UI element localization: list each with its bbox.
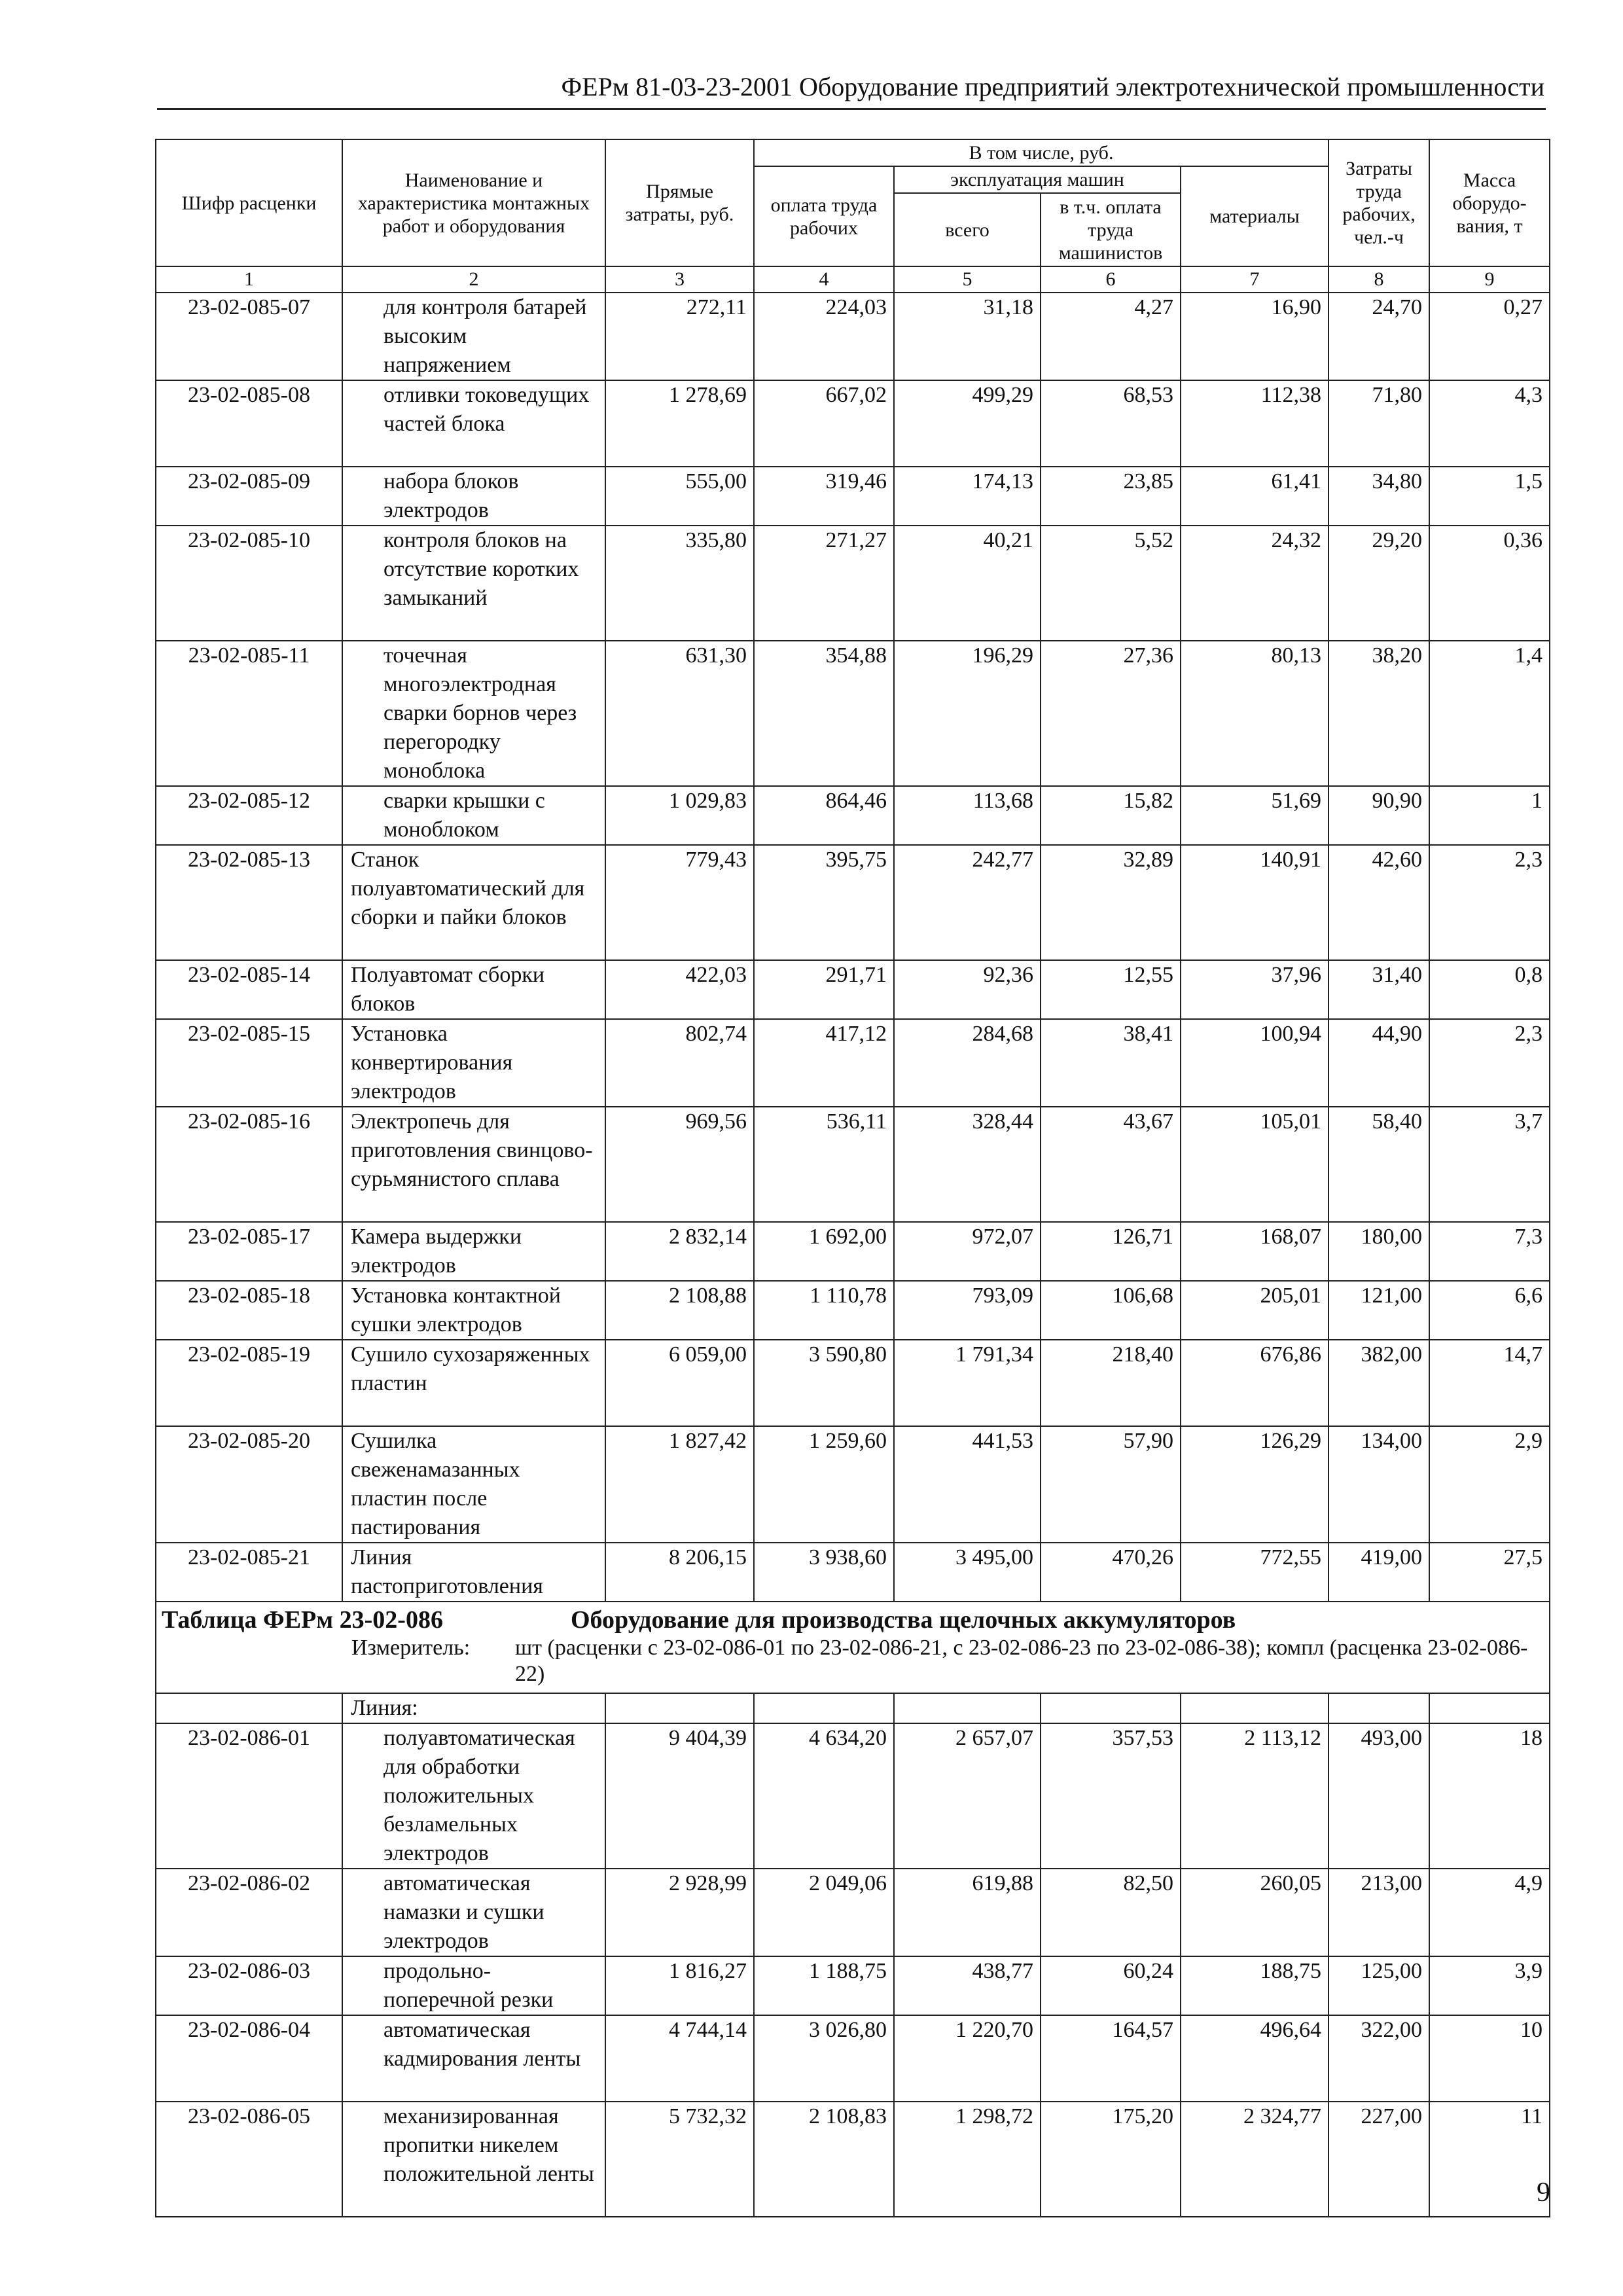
- work-name-cell: Сушилка свеженамазанных пластин после пастирования: [342, 1426, 605, 1543]
- table-row: [156, 1426, 1550, 1543]
- materials-cell: 676,86: [1181, 1340, 1329, 1426]
- machinist-pay-cell: 164,57: [1041, 2015, 1181, 2102]
- rate-code-cell: 23-02-085-17: [156, 1222, 342, 1281]
- mass-cell: 2,9: [1429, 1426, 1550, 1543]
- labor-hours-cell: 134,00: [1329, 1426, 1429, 1543]
- mass-cell: 18: [1429, 1723, 1550, 1869]
- materials-cell: 205,01: [1181, 1281, 1329, 1340]
- machines-total-cell: 92,36: [894, 960, 1041, 1019]
- labor-hours-cell: 31,40: [1329, 960, 1429, 1019]
- column-number: 8: [1329, 266, 1429, 293]
- mass-cell: 1,4: [1429, 641, 1550, 786]
- rate-code-cell: 23-02-086-05: [156, 2102, 342, 2217]
- labor-hours-cell: 419,00: [1329, 1543, 1429, 1602]
- work-name-cell: Электропечь для приготовления свинцово-сурьмянистого сплава: [342, 1107, 605, 1222]
- col-header-materials: материалы: [1181, 166, 1329, 266]
- mass-cell: 0,27: [1429, 293, 1550, 380]
- table-row: [156, 1222, 1550, 1281]
- rate-code-cell: 23-02-085-16: [156, 1107, 342, 1222]
- work-name-cell: контроля блоков на отсутствие коротких замыканий: [342, 526, 605, 641]
- rate-code-cell: 23-02-085-10: [156, 526, 342, 641]
- machinist-pay-cell: 15,82: [1041, 786, 1181, 845]
- labor-pay-cell: 2 049,06: [754, 1869, 894, 1956]
- machines-total-cell: 1 298,72: [894, 2102, 1041, 2217]
- direct-cost-cell: 272,11: [605, 293, 754, 380]
- materials-cell: 772,55: [1181, 1543, 1329, 1602]
- table-row: [156, 960, 1550, 1019]
- labor-pay-cell: 354,88: [754, 641, 894, 786]
- labor-hours-cell: 44,90: [1329, 1019, 1429, 1107]
- mass-cell: 4,3: [1429, 380, 1550, 467]
- table-row: [156, 1107, 1550, 1222]
- work-name-cell: Камера выдержки электродов: [342, 1222, 605, 1281]
- labor-hours-cell: 493,00: [1329, 1723, 1429, 1869]
- work-name-cell: Установка конвертирования электродов: [342, 1019, 605, 1107]
- labor-pay-cell: 319,46: [754, 467, 894, 526]
- labor-hours-cell: 180,00: [1329, 1222, 1429, 1281]
- measure-block: [162, 1635, 1543, 1687]
- work-name-cell: набора блоков электродов: [342, 467, 605, 526]
- mass-cell: 2,3: [1429, 845, 1550, 960]
- rates-table: [155, 139, 1550, 2217]
- labor-hours-cell: 71,80: [1329, 380, 1429, 467]
- labor-pay-cell: 1 692,00: [754, 1222, 894, 1281]
- table-row: [156, 1723, 1550, 1869]
- labor-hours-cell: 38,20: [1329, 641, 1429, 786]
- materials-cell: 140,91: [1181, 845, 1329, 960]
- col-header-direct: Прямые затраты, руб.: [605, 139, 754, 266]
- rate-code-cell: 23-02-085-15: [156, 1019, 342, 1107]
- machines-total-cell: 972,07: [894, 1222, 1041, 1281]
- machines-total-cell: 619,88: [894, 1869, 1041, 1956]
- materials-cell: 100,94: [1181, 1019, 1329, 1107]
- labor-hours-cell: 58,40: [1329, 1107, 1429, 1222]
- empty-cell: [1329, 1693, 1429, 1723]
- column-numbers-row: [156, 266, 1550, 293]
- mass-cell: 4,9: [1429, 1869, 1550, 1956]
- empty-cell: [1041, 1693, 1181, 1723]
- direct-cost-cell: 779,43: [605, 845, 754, 960]
- materials-cell: 37,96: [1181, 960, 1329, 1019]
- mass-cell: 2,3: [1429, 1019, 1550, 1107]
- mass-cell: 3,9: [1429, 1956, 1550, 2015]
- machines-total-cell: 242,77: [894, 845, 1041, 960]
- machinist-pay-cell: 12,55: [1041, 960, 1181, 1019]
- table-row: [156, 1281, 1550, 1340]
- rate-code-cell: 23-02-085-18: [156, 1281, 342, 1340]
- table-row: [156, 1956, 1550, 2015]
- labor-pay-cell: 2 108,83: [754, 2102, 894, 2217]
- rate-code-cell: 23-02-086-03: [156, 1956, 342, 2015]
- table-row: [156, 1340, 1550, 1426]
- labor-pay-cell: 3 026,80: [754, 2015, 894, 2102]
- mass-cell: 3,7: [1429, 1107, 1550, 1222]
- machinist-pay-cell: 106,68: [1041, 1281, 1181, 1340]
- work-name-cell: точечная многоэлектродная сварки борнов через перегородку моноблока: [342, 641, 605, 786]
- mass-cell: 11: [1429, 2102, 1550, 2217]
- column-number: 5: [894, 266, 1041, 293]
- labor-pay-cell: 1 188,75: [754, 1956, 894, 2015]
- labor-hours-cell: 24,70: [1329, 293, 1429, 380]
- work-name-cell: автоматическая намазки и сушки электродов: [342, 1869, 605, 1956]
- direct-cost-cell: 6 059,00: [605, 1340, 754, 1426]
- materials-cell: 2 324,77: [1181, 2102, 1329, 2217]
- table-row: [156, 2015, 1550, 2102]
- rate-code-cell: 23-02-085-21: [156, 1543, 342, 1602]
- section-header: [156, 1602, 1550, 1693]
- mass-cell: 7,3: [1429, 1222, 1550, 1281]
- empty-cell: [754, 1693, 894, 1723]
- running-header: ФЕРм 81-03-23-2001 Оборудование предприятий электротехнической промышленности: [561, 72, 1544, 101]
- group-label: Линия:: [342, 1693, 605, 1723]
- rate-code-cell: 23-02-085-09: [156, 467, 342, 526]
- materials-cell: 61,41: [1181, 467, 1329, 526]
- machinist-pay-cell: 38,41: [1041, 1019, 1181, 1107]
- machines-total-cell: 31,18: [894, 293, 1041, 380]
- work-name-cell: Полуавтомат сборки блоков: [342, 960, 605, 1019]
- machinist-pay-cell: 175,20: [1041, 2102, 1181, 2217]
- direct-cost-cell: 5 732,32: [605, 2102, 754, 2217]
- mass-cell: 0,8: [1429, 960, 1550, 1019]
- col-header-name: Наименование и характеристика монтажных работ и оборудования: [342, 139, 605, 266]
- materials-cell: 51,69: [1181, 786, 1329, 845]
- machinist-pay-cell: 82,50: [1041, 1869, 1181, 1956]
- mass-cell: 27,5: [1429, 1543, 1550, 1602]
- work-name-cell: полуавтоматическая для обработки положительных безламельных электродов: [342, 1723, 605, 1869]
- machines-total-cell: 793,09: [894, 1281, 1041, 1340]
- col-header-machinist-pay: в т.ч. оплата труда машинистов: [1041, 193, 1181, 266]
- column-number: 2: [342, 266, 605, 293]
- measure-label: Измеритель:: [351, 1636, 471, 1660]
- machinist-pay-cell: 60,24: [1041, 1956, 1181, 2015]
- materials-cell: 260,05: [1181, 1869, 1329, 1956]
- direct-cost-cell: 9 404,39: [605, 1723, 754, 1869]
- empty-cell: [1181, 1693, 1329, 1723]
- col-header-machines: эксплуатация машин: [894, 166, 1181, 193]
- mass-cell: 10: [1429, 2015, 1550, 2102]
- rate-code-cell: 23-02-085-19: [156, 1340, 342, 1426]
- header-rule: [157, 108, 1546, 110]
- work-name-cell: продольно-поперечной резки: [342, 1956, 605, 2015]
- direct-cost-cell: 555,00: [605, 467, 754, 526]
- direct-cost-cell: 1 816,27: [605, 1956, 754, 2015]
- section-header-row: [156, 1602, 1550, 1693]
- labor-pay-cell: 536,11: [754, 1107, 894, 1222]
- labor-hours-cell: 29,20: [1329, 526, 1429, 641]
- col-header-machines-total: всего: [894, 193, 1041, 266]
- rate-code-cell: 23-02-085-08: [156, 380, 342, 467]
- group-row: [156, 1693, 1550, 1723]
- direct-cost-cell: 1 029,83: [605, 786, 754, 845]
- column-number: 4: [754, 266, 894, 293]
- direct-cost-cell: 4 744,14: [605, 2015, 754, 2102]
- table-row: [156, 641, 1550, 786]
- labor-pay-cell: 3 590,80: [754, 1340, 894, 1426]
- materials-cell: 168,07: [1181, 1222, 1329, 1281]
- page-number: 9: [1537, 2178, 1550, 2208]
- section-title: Оборудование для производства щелочных аккумуляторов: [571, 1606, 1236, 1634]
- column-number: 9: [1429, 266, 1550, 293]
- machinist-pay-cell: 57,90: [1041, 1426, 1181, 1543]
- labor-hours-cell: 42,60: [1329, 845, 1429, 960]
- machinist-pay-cell: 126,71: [1041, 1222, 1181, 1281]
- column-number: 3: [605, 266, 754, 293]
- machines-total-cell: 196,29: [894, 641, 1041, 786]
- labor-pay-cell: 417,12: [754, 1019, 894, 1107]
- table-row: [156, 467, 1550, 526]
- materials-cell: 126,29: [1181, 1426, 1329, 1543]
- machines-total-cell: 441,53: [894, 1426, 1041, 1543]
- table-row: [156, 2102, 1550, 2217]
- machinist-pay-cell: 32,89: [1041, 845, 1181, 960]
- work-name-cell: Станок полуавтоматический для сборки и пайки блоков: [342, 845, 605, 960]
- machines-total-cell: 3 495,00: [894, 1543, 1041, 1602]
- materials-cell: 80,13: [1181, 641, 1329, 786]
- machinist-pay-cell: 43,67: [1041, 1107, 1181, 1222]
- labor-pay-cell: 3 938,60: [754, 1543, 894, 1602]
- mass-cell: 1: [1429, 786, 1550, 845]
- direct-cost-cell: 1 278,69: [605, 380, 754, 467]
- machines-total-cell: 113,68: [894, 786, 1041, 845]
- machinist-pay-cell: 4,27: [1041, 293, 1181, 380]
- materials-cell: 105,01: [1181, 1107, 1329, 1222]
- work-name-cell: отливки токоведущих частей блока: [342, 380, 605, 467]
- table-row: [156, 786, 1550, 845]
- table-row: [156, 1543, 1550, 1602]
- direct-cost-cell: 2 928,99: [605, 1869, 754, 1956]
- labor-pay-cell: 395,75: [754, 845, 894, 960]
- materials-cell: 16,90: [1181, 293, 1329, 380]
- machines-total-cell: 499,29: [894, 380, 1041, 467]
- labor-hours-cell: 90,90: [1329, 786, 1429, 845]
- work-name-cell: механизированная пропитки никелем положительной ленты: [342, 2102, 605, 2217]
- direct-cost-cell: 8 206,15: [605, 1543, 754, 1602]
- column-number: 1: [156, 266, 342, 293]
- labor-pay-cell: 291,71: [754, 960, 894, 1019]
- labor-hours-cell: 125,00: [1329, 1956, 1429, 2015]
- mass-cell: 1,5: [1429, 467, 1550, 526]
- section-title-line: [162, 1605, 1543, 1635]
- rate-code-cell: 23-02-086-01: [156, 1723, 342, 1869]
- labor-hours-cell: 227,00: [1329, 2102, 1429, 2217]
- direct-cost-cell: 335,80: [605, 526, 754, 641]
- mass-cell: 14,7: [1429, 1340, 1550, 1426]
- labor-hours-cell: 121,00: [1329, 1281, 1429, 1340]
- direct-cost-cell: 969,56: [605, 1107, 754, 1222]
- column-number: 7: [1181, 266, 1329, 293]
- materials-cell: 2 113,12: [1181, 1723, 1329, 1869]
- machines-total-cell: 40,21: [894, 526, 1041, 641]
- work-name-cell: для контроля батарей высоким напряжением: [342, 293, 605, 380]
- empty-cell: [1429, 1693, 1550, 1723]
- rate-code-cell: 23-02-085-12: [156, 786, 342, 845]
- direct-cost-cell: 422,03: [605, 960, 754, 1019]
- table-row: [156, 1869, 1550, 1956]
- col-header-labor-hours: Затраты труда рабочих, чел.-ч: [1329, 139, 1429, 266]
- rate-code-cell: 23-02-086-04: [156, 2015, 342, 2102]
- machines-total-cell: 1 791,34: [894, 1340, 1041, 1426]
- labor-pay-cell: 271,27: [754, 526, 894, 641]
- direct-cost-cell: 631,30: [605, 641, 754, 786]
- machinist-pay-cell: 23,85: [1041, 467, 1181, 526]
- column-number: 6: [1041, 266, 1181, 293]
- direct-cost-cell: 802,74: [605, 1019, 754, 1107]
- measure-text: шт (расценки с 23-02-086-01 по 23-02-086-21, с 23-02-086-23 по 23-02-086-38); компл (расценка 23-02-086-22): [515, 1636, 1528, 1686]
- rate-code-cell: 23-02-085-13: [156, 845, 342, 960]
- work-name-cell: Установка контактной сушки электродов: [342, 1281, 605, 1340]
- rate-code-cell: 23-02-085-20: [156, 1426, 342, 1543]
- rate-code-cell: 23-02-086-02: [156, 1869, 342, 1956]
- work-name-cell: Сушило сухозаряженных пластин: [342, 1340, 605, 1426]
- table-row: [156, 293, 1550, 380]
- materials-cell: 24,32: [1181, 526, 1329, 641]
- labor-hours-cell: 213,00: [1329, 1869, 1429, 1956]
- machinist-pay-cell: 27,36: [1041, 641, 1181, 786]
- labor-pay-cell: 1 110,78: [754, 1281, 894, 1340]
- work-name-cell: автоматическая кадмирования ленты: [342, 2015, 605, 2102]
- labor-pay-cell: 864,46: [754, 786, 894, 845]
- col-header-including: В том числе, руб.: [754, 139, 1329, 166]
- direct-cost-cell: 2 108,88: [605, 1281, 754, 1340]
- machinist-pay-cell: 357,53: [1041, 1723, 1181, 1869]
- machinist-pay-cell: 470,26: [1041, 1543, 1181, 1602]
- col-header-mass: Масса оборудо-вания, т: [1429, 139, 1550, 266]
- labor-pay-cell: 1 259,60: [754, 1426, 894, 1543]
- labor-hours-cell: 382,00: [1329, 1340, 1429, 1426]
- col-header-code: Шифр расценки: [156, 139, 342, 266]
- machines-total-cell: 174,13: [894, 467, 1041, 526]
- empty-cell: [605, 1693, 754, 1723]
- machinist-pay-cell: 218,40: [1041, 1340, 1181, 1426]
- table-row: [156, 845, 1550, 960]
- work-name-cell: сварки крышки с моноблоком: [342, 786, 605, 845]
- mass-cell: 0,36: [1429, 526, 1550, 641]
- machines-total-cell: 328,44: [894, 1107, 1041, 1222]
- group-code-cell: [156, 1693, 342, 1723]
- machines-total-cell: 2 657,07: [894, 1723, 1041, 1869]
- direct-cost-cell: 1 827,42: [605, 1426, 754, 1543]
- labor-pay-cell: 224,03: [754, 293, 894, 380]
- direct-cost-cell: 2 832,14: [605, 1222, 754, 1281]
- materials-cell: 112,38: [1181, 380, 1329, 467]
- machines-total-cell: 284,68: [894, 1019, 1041, 1107]
- table-row: [156, 1019, 1550, 1107]
- table-row: [156, 380, 1550, 467]
- col-header-labor-pay: оплата труда рабочих: [754, 166, 894, 266]
- section-table-label: Таблица ФЕРм 23-02-086: [162, 1606, 443, 1634]
- labor-pay-cell: 4 634,20: [754, 1723, 894, 1869]
- machines-total-cell: 1 220,70: [894, 2015, 1041, 2102]
- rate-code-cell: 23-02-085-07: [156, 293, 342, 380]
- machinist-pay-cell: 5,52: [1041, 526, 1181, 641]
- materials-cell: 188,75: [1181, 1956, 1329, 2015]
- labor-pay-cell: 667,02: [754, 380, 894, 467]
- materials-cell: 496,64: [1181, 2015, 1329, 2102]
- labor-hours-cell: 34,80: [1329, 467, 1429, 526]
- table-row: [156, 526, 1550, 641]
- rate-code-cell: 23-02-085-11: [156, 641, 342, 786]
- rate-code-cell: 23-02-085-14: [156, 960, 342, 1019]
- mass-cell: 6,6: [1429, 1281, 1550, 1340]
- machinist-pay-cell: 68,53: [1041, 380, 1181, 467]
- empty-cell: [894, 1693, 1041, 1723]
- work-name-cell: Линия пастоприготовления: [342, 1543, 605, 1602]
- labor-hours-cell: 322,00: [1329, 2015, 1429, 2102]
- machines-total-cell: 438,77: [894, 1956, 1041, 2015]
